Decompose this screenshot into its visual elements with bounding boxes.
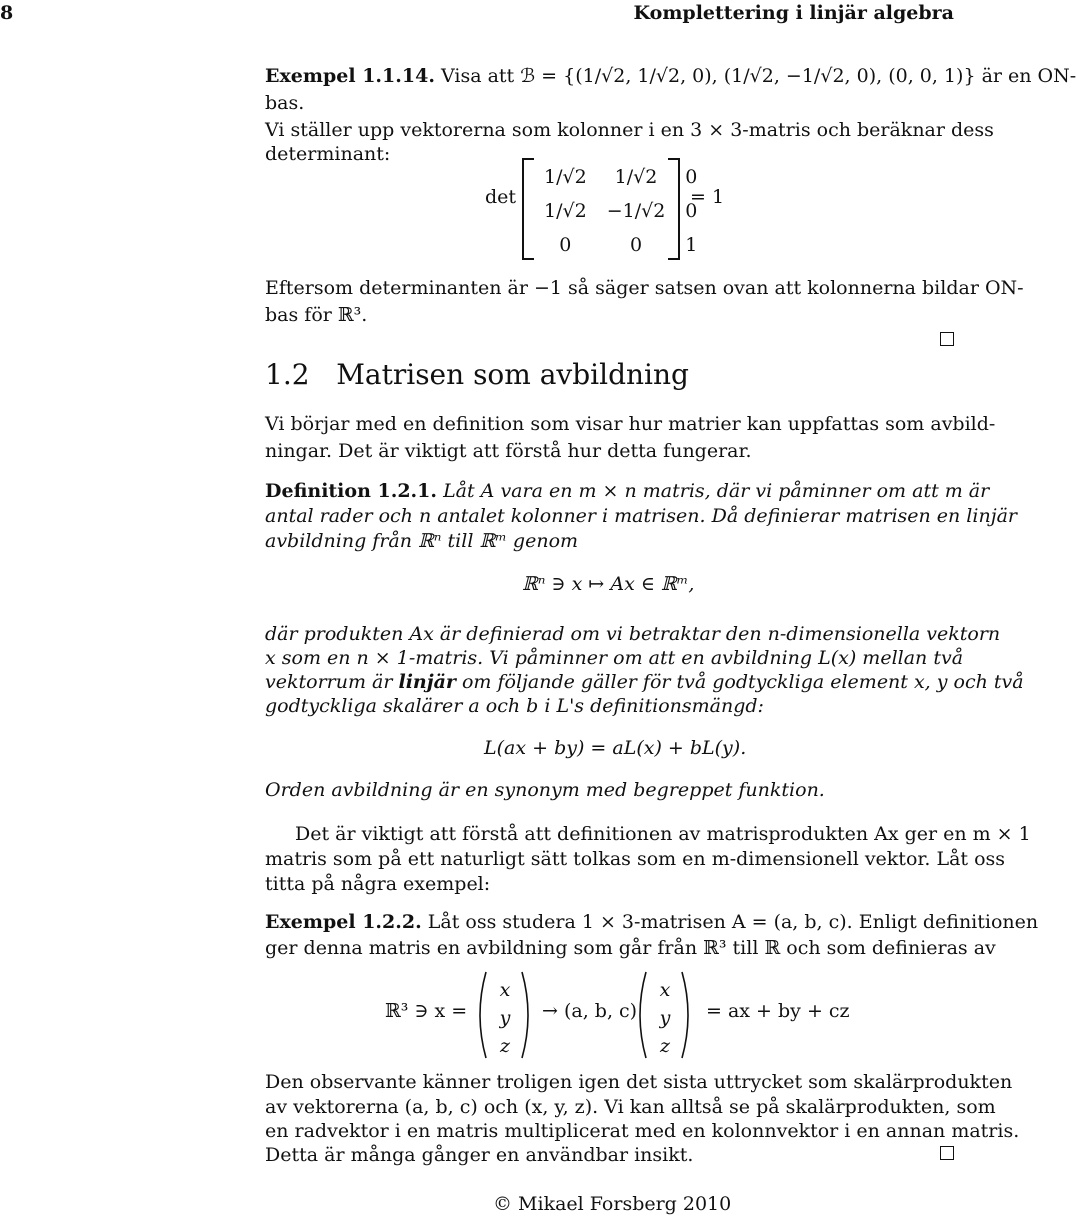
paragraph-line1: Det är viktigt att förstå att definitionen av matrisprodukten Ax ger en m × 1 (295, 823, 1031, 845)
qed-box-2 (940, 1146, 954, 1160)
section-heading (265, 358, 689, 391)
definition-text: Låt A vara en m × n matris, där vi påminner om att m är (443, 480, 990, 502)
det-cell: 0 (685, 200, 698, 222)
section-intro-line1: Vi börjar med en definition som visar hur matrier kan uppfattas som avbild- (265, 413, 996, 435)
running-title: Komplettering i linjär algebra (633, 2, 954, 24)
vector-1 (495, 976, 515, 1060)
det-cell: 1/√2 (544, 200, 587, 222)
vector-right-paren-2 (678, 970, 698, 1060)
section-intro-line2: ningar. Det är viktigt att förstå hur detta fungerar. (265, 440, 752, 462)
page-number: 8 (0, 2, 14, 24)
definition-line8: Orden avbildning är en synonym med begreppet funktion. (265, 779, 825, 801)
formula-mid: → (a, b, c) (542, 1000, 638, 1022)
qed-box-1 (940, 332, 954, 346)
example-1-1-14-line3: Vi ställer upp vektorerna som kolonner i en 3 × 3-matris och beräknar dess (265, 119, 994, 141)
definition-line5: x som en n × 1-matris. Vi påminner om att en avbildning L(x) mellan två (265, 647, 964, 669)
definition-label: Definition 1.2.1. (265, 480, 438, 502)
example-1-2-2-label: Exempel 1.2.2. (265, 911, 422, 933)
vector-right-paren-1 (518, 970, 538, 1060)
det-label: det (485, 186, 517, 208)
vector-entry: z (659, 1035, 670, 1057)
example-1-2-2-line2: ger denna matris en avbildning som går från ℝ³ till ℝ och som definieras av (265, 937, 996, 959)
det-cell: 0 (629, 234, 643, 256)
formula-left: ℝ³ ∋ x = (385, 1000, 468, 1022)
det-cell: 1/√2 (544, 166, 587, 188)
vector-entry: x (659, 979, 671, 1001)
example-1-2-2-line6: Detta är många gånger en användbar insikt. (265, 1144, 694, 1166)
vector-left-paren-1 (470, 970, 490, 1060)
vector-left-paren-2 (630, 970, 650, 1060)
definition-formula2: L(ax + by) = aL(x) + bL(y). (484, 737, 747, 759)
det-cell: 0 (559, 234, 572, 256)
footer-copyright: © Mikael Forsberg 2010 (493, 1193, 732, 1215)
example-text: Visa att ℬ = {(1/√2, 1/√2, 0), (1/√2, −1/√2, 0), (0, 0, 1)} är en ON- (440, 65, 1076, 87)
definition-line6-post: om följande gäller för två godtyckliga element x, y och två (455, 671, 1024, 693)
det-result: = 1 (690, 186, 725, 208)
example-1-2-2-line5: en radvektor i en matris multiplicerat med en kolonnvektor i en annan matris. (265, 1120, 1020, 1142)
vector-entry: y (499, 1007, 511, 1029)
vector-entry: z (499, 1035, 510, 1057)
definition-linjar-term: linjär (398, 671, 456, 693)
det-matrix (534, 160, 707, 262)
example-1-1-14-line1 (265, 62, 1076, 91)
section-number: 1.2 (265, 358, 310, 391)
definition-line7: godtyckliga skalärer a och b i L's definitionsmängd: (265, 695, 764, 717)
det-cell: 0 (685, 166, 698, 188)
example-label: Exempel 1.1.14. (265, 65, 435, 87)
det-cell: 1/√2 (614, 166, 658, 188)
section-title: Matrisen som avbildning (336, 358, 689, 391)
example-1-2-2-text: Låt oss studera 1 × 3-matrisen A = (a, b, c). Enligt definitionen (427, 911, 1039, 933)
vector-2 (655, 976, 675, 1060)
definition-line3: avbildning från ℝⁿ till ℝᵐ genom (265, 530, 579, 552)
definition-line2: antal rader och n antalet kolonner i matrisen. Då definierar matrisen en linjär (265, 505, 1018, 527)
paragraph-line2: matris som på ett naturligt sätt tolkas som en m-dimensionell vektor. Låt oss (265, 848, 1006, 870)
conclusion-line1: Eftersom determinanten är −1 så säger satsen ovan att kolonnerna bildar ON- (265, 277, 1024, 299)
paragraph-line3: titta på några exempel: (265, 873, 491, 895)
formula-right: = ax + by + cz (706, 1000, 850, 1022)
example-1-1-14-line2: bas. (265, 92, 305, 114)
definition-line4: där produkten Ax är definierad om vi betraktar den n-dimensionella vektorn (265, 623, 1001, 645)
det-right-bracket (668, 158, 680, 260)
det-left-bracket (522, 158, 534, 260)
vector-entry: y (659, 1007, 671, 1029)
det-cell: −1/√2 (606, 200, 666, 222)
example-1-2-2-line1 (265, 908, 1038, 937)
definition-line6-pre: vektorrum är (265, 671, 399, 693)
conclusion-line2: bas för ℝ³. (265, 304, 368, 326)
definition-formula: ℝⁿ ∋ x ↦ Ax ∈ ℝᵐ, (522, 573, 695, 595)
example-1-2-2-line3: Den observante känner troligen igen det sista uttrycket som skalärprodukten (265, 1071, 1013, 1093)
example-1-1-14-line4: determinant: (265, 143, 391, 165)
vector-entry: x (499, 979, 511, 1001)
example-1-2-2-line4: av vektorerna (a, b, c) och (x, y, z). Vi kan alltså se på skalärprodukten, som (265, 1096, 996, 1118)
det-cell: 1 (685, 234, 698, 256)
